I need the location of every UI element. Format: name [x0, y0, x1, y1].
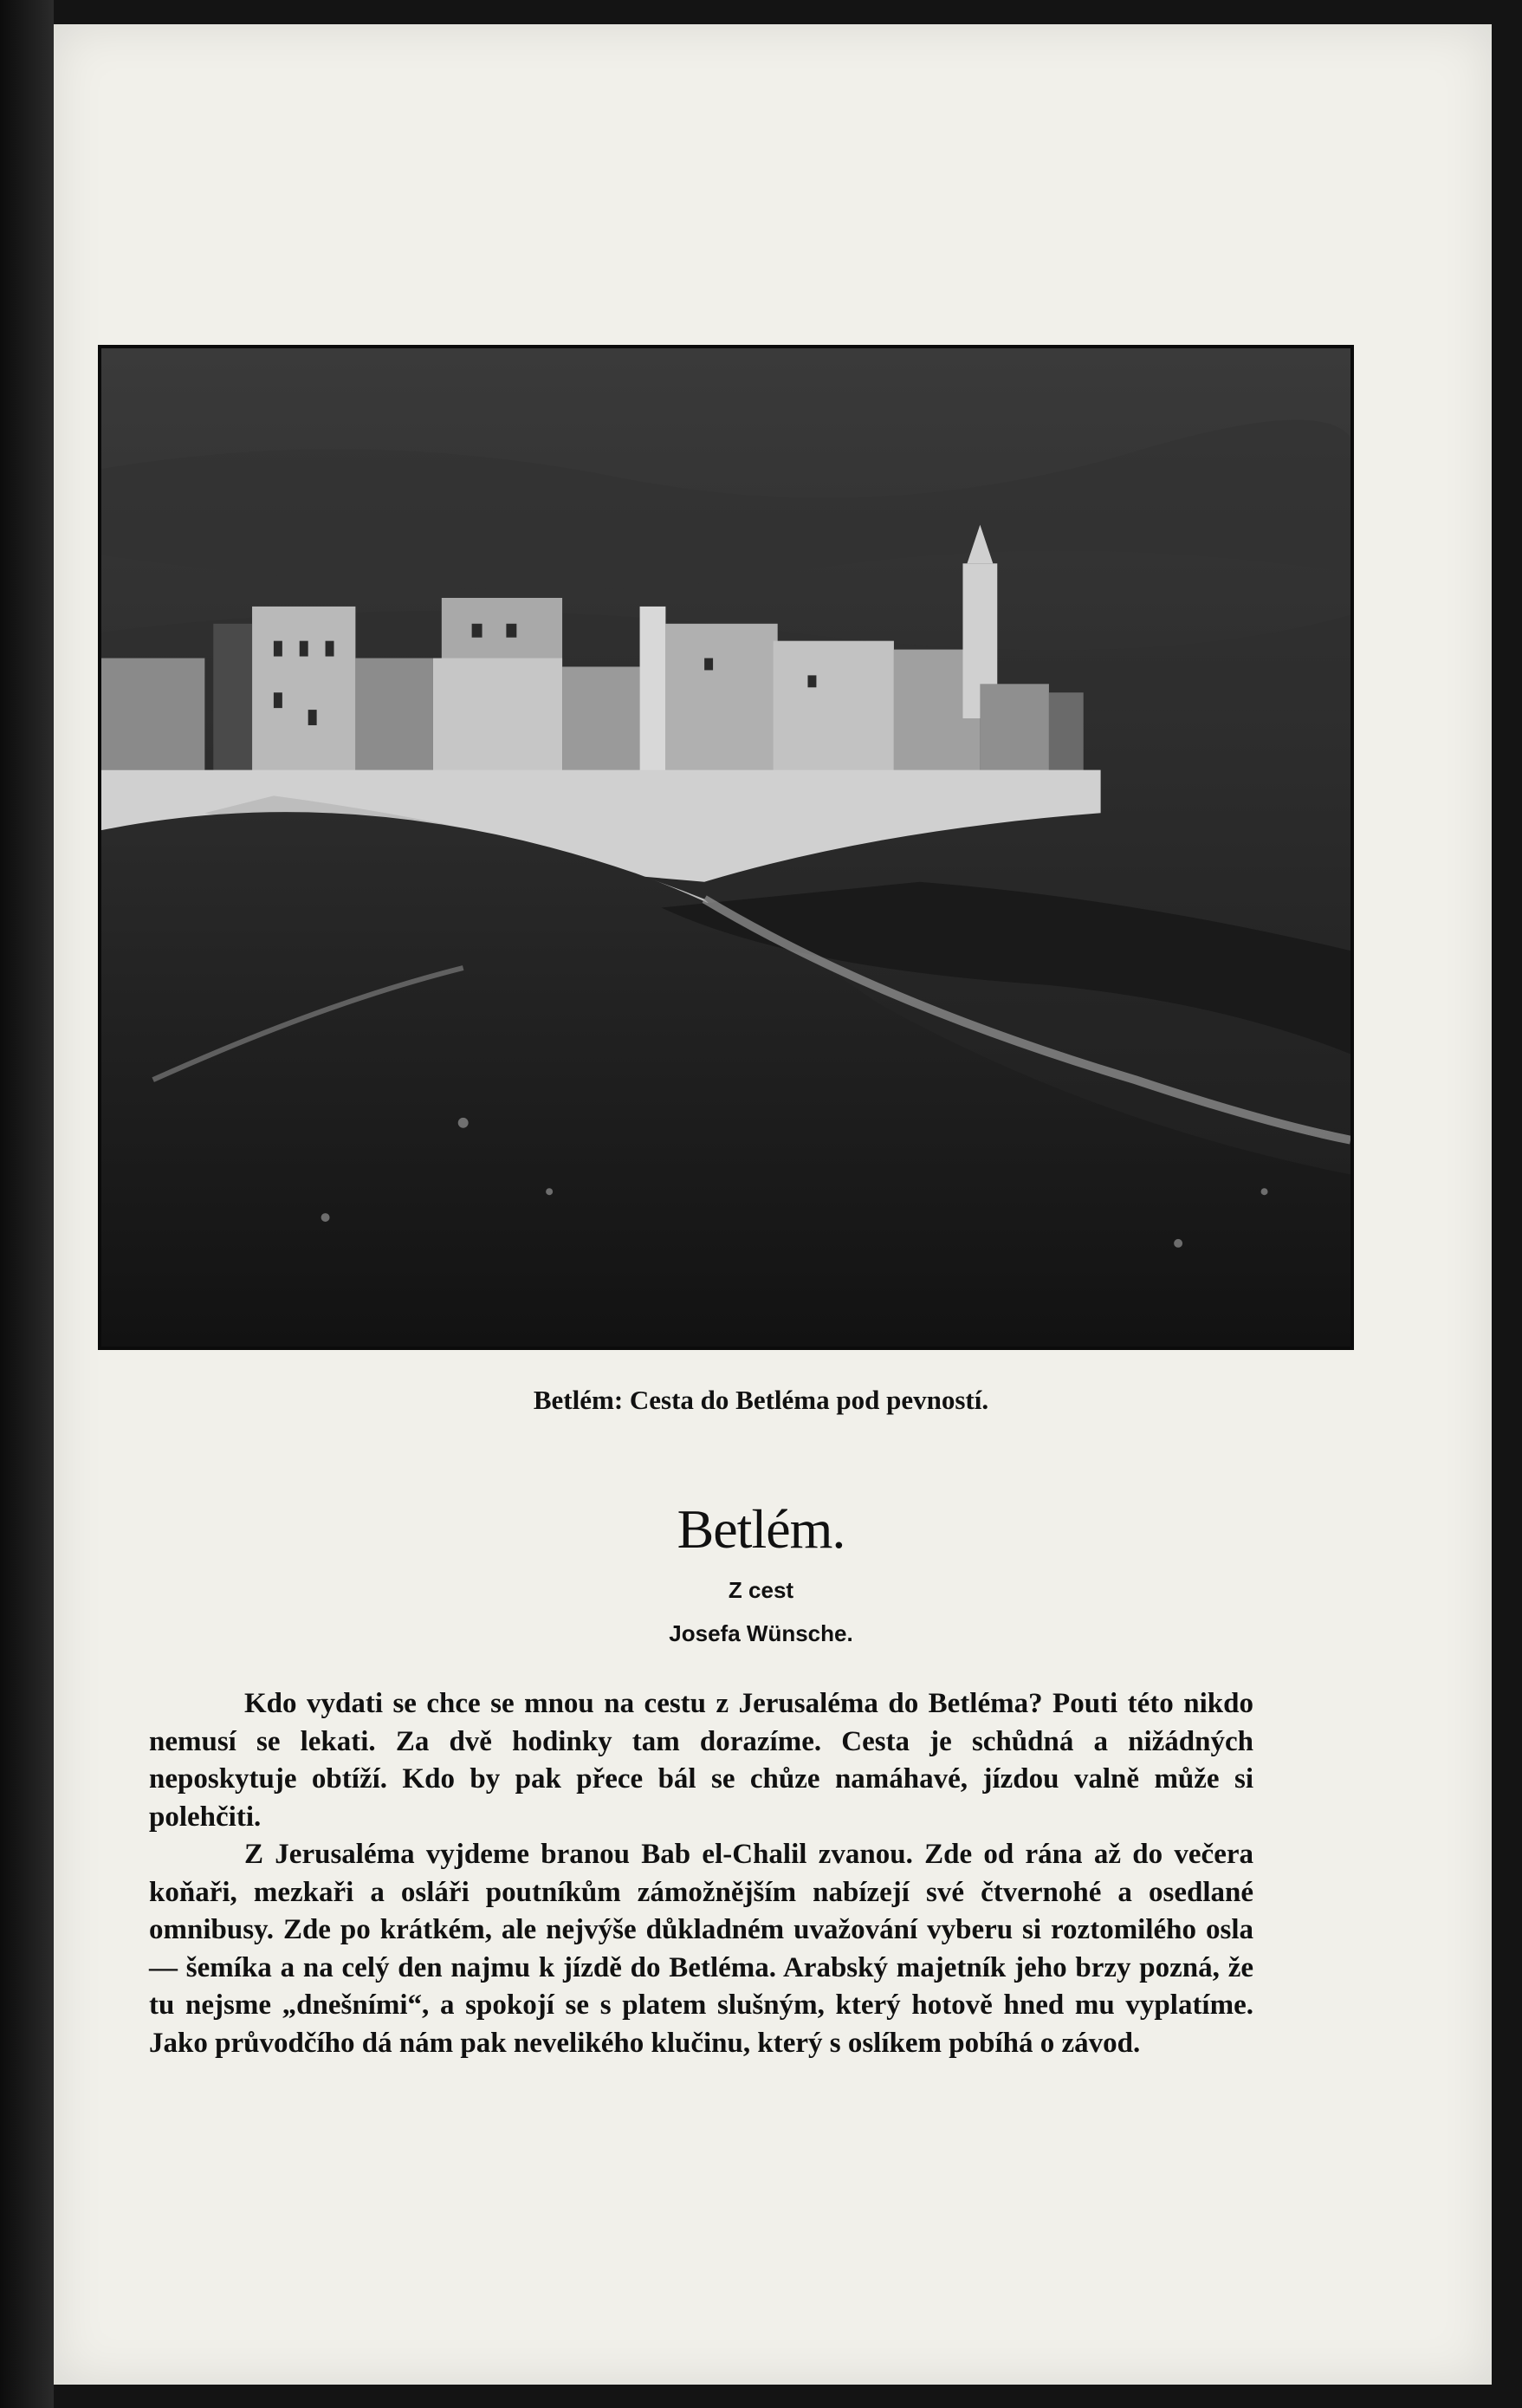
paragraph: Kdo vydati se chce se mnou na cestu z Jerusaléma do Betléma? Pouti této nikdo nemusí se lekati. Za dvě hodinky tam dorazíme. Cesta je schůdná a nižádných neposkytuje obtíží. Kdo by pak přece bál se chůze namáhavé, jízdou valně může si polehčiti.: [149, 1688, 1253, 1833]
article-title: Betlém.: [677, 1498, 845, 1560]
book-gutter-shadow: [0, 0, 54, 2408]
article-subtitle: Z cest: [728, 1577, 794, 1603]
photo-caption: Betlém: Cesta do Betléma pod pevností.: [533, 1385, 989, 1415]
paragraph: Z Jerusaléma vyjdeme branou Bab el-Chalil zvanou. Zde od rána až do večera koňaři, mezkaři a osláři poutníkům zámožnějším nabízejí své čtvernohé a osedlané omnibusy. Zde po krátkém, ale nejvýše důkladném uvažování vyberu si roztomilého osla — šemíka a na celý den najmu k jízdě do Betléma. Arabský majetník jeho brzy pozná, že tu nejsme „dnešními“, a spokojí se s platem slušným, který hotově hned mu vyplatíme. Jako průvodčího dá nám pak nevelikého klučinu, který s oslíkem pobíhá o závod.: [149, 1839, 1253, 2059]
city-walls-photo: [98, 345, 1354, 1350]
article-body: [149, 1685, 1253, 2062]
photo-illustration: [101, 348, 1350, 1347]
article-author: Josefa Wünsche.: [669, 1620, 853, 1646]
